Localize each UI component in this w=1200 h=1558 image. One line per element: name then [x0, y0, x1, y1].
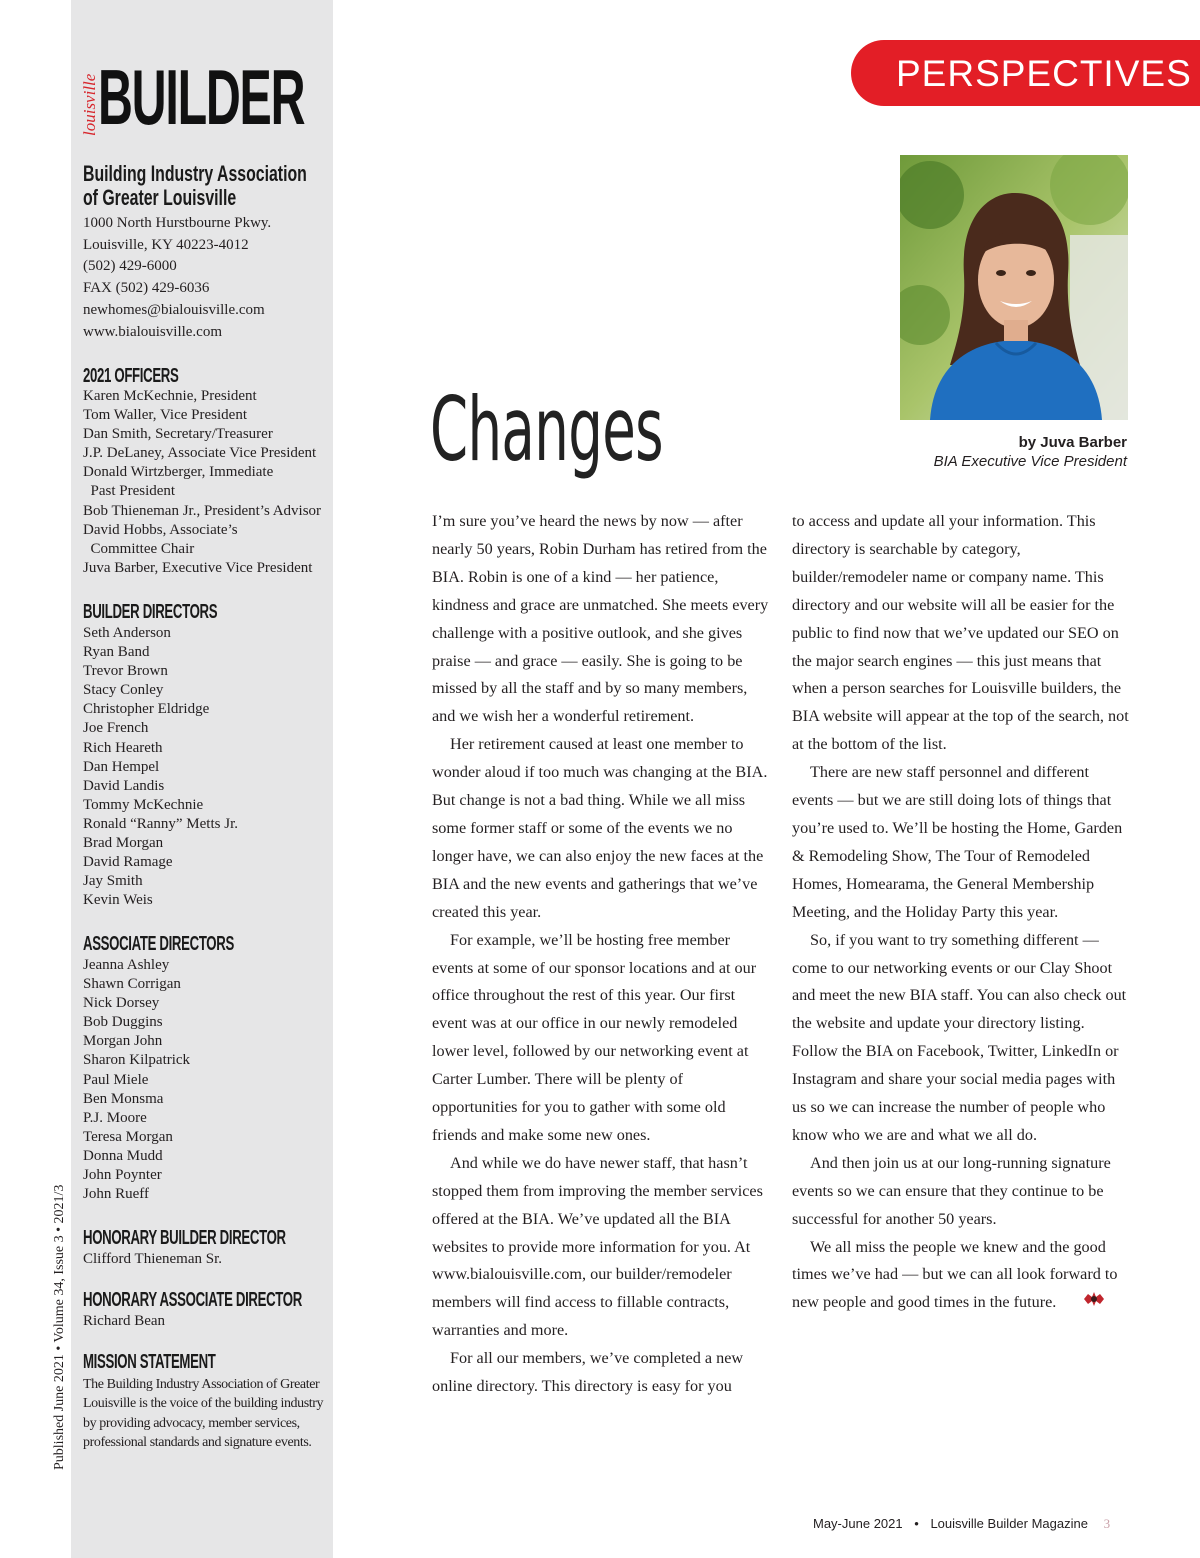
list-item: Donald Wirtzberger, Immediate	[83, 464, 274, 481]
list-item: Bob Duggins	[83, 1014, 163, 1031]
list-item: Paul Miele	[83, 1071, 149, 1088]
list-item: David Landis	[83, 777, 165, 794]
list-item: Trevor Brown	[83, 663, 168, 680]
author-portrait-image	[900, 155, 1128, 420]
organization-address	[83, 213, 271, 343]
officers-list	[83, 387, 328, 578]
paragraph: Her retirement caused at least one member to wonder aloud if too much was changing at the BIA. But change is not a bad thing. While we all miss some former staff or some of the events we no longer have, we can also enjoy the new faces at the BIA and the new events and gatherings that we’ve created this year.	[432, 735, 768, 921]
paragraph: For example, we’ll be hosting free member events at some of our sponsor locations and at our office throughout the rest of this year. Our first event was at our office in our newly remodeled lower level, followed by our networking event at Carter Lumber. There will be plenty of opportunities for you to gather with some old friends and make some new ones.	[432, 930, 757, 1144]
email-link[interactable]: newhomes@bialouisville.com	[83, 301, 265, 318]
associate-directors-heading: ASSOCIATE DIRECTORS	[83, 933, 234, 955]
paragraph: So, if you want to try something different — come to our networking events or our Clay Shoot and meet the new BIA staff. You can also check out the website and update your directory listing. Follow the BIA on Facebook, Twitter, LinkedIn or Instagram and share your social media pages with us so we can increase the number of people who know who we are and what we all do.	[792, 930, 1127, 1144]
address-street: 1000 North Hurstbourne Pkwy.	[83, 215, 272, 231]
section-tab-label: PERSPECTIVES	[896, 53, 1192, 94]
list-item: P.J. Moore	[83, 1109, 147, 1126]
list-item: Past President	[83, 483, 176, 500]
page-number: 3	[1103, 1516, 1111, 1531]
associate-directors-list	[83, 956, 328, 1204]
list-item: Joe French	[83, 720, 149, 737]
honorary-associate-name: Richard Bean	[83, 1313, 166, 1329]
list-item: Teresa Morgan	[83, 1128, 173, 1145]
list-item: Ben Monsma	[83, 1090, 164, 1107]
paragraph: And while we do have newer staff, that hasn’t stopped them from improving the member services offered at the BIA. We’ve updated all the BIA websites to provide more information for you. At www.bialouisville.com, our builder/remodeler members will find access to fillable contracts, warranties and more.	[432, 1153, 763, 1340]
list-item: Committee Chair	[83, 540, 195, 557]
paragraph: For all our members, we’ve completed a new online directory. This directory is easy for you	[432, 1349, 744, 1396]
publication-note: Published June 2021 • Volume 34, Issue 3 • 2021/3	[52, 1184, 67, 1470]
organization-name: Building Industry Association of Greater Louisville	[83, 161, 307, 210]
page-footer	[813, 1516, 1110, 1532]
list-item: David Hobbs, Associate’s	[83, 521, 238, 538]
address-city: Louisville, KY 40223-4012	[83, 236, 249, 253]
list-item: John Poynter	[83, 1167, 162, 1184]
article-column-2	[792, 508, 1132, 1318]
honorary-builder-heading: HONORARY BUILDER DIRECTOR	[83, 1227, 286, 1249]
list-item: Karen McKechnie, President	[83, 388, 257, 404]
list-item: Donna Mudd	[83, 1147, 163, 1164]
website-link[interactable]: www.bialouisville.com	[83, 323, 223, 340]
list-item: Ronald “Ranny” Metts Jr.	[83, 815, 238, 832]
phone: (502) 429-6000	[83, 258, 177, 275]
list-item: Dan Hempel	[83, 758, 160, 775]
list-item: Christopher Eldridge	[83, 701, 210, 718]
list-item: Jay Smith	[83, 873, 143, 890]
footer-issue: May-June 2021	[813, 1516, 903, 1531]
list-item: Brad Morgan	[83, 835, 164, 852]
paragraph: I’m sure you’ve heard the news by now — after nearly 50 years, Robin Durham has retired from the BIA. Robin is one of a kind — her patience, kindness and grace are unmatched. She meets every challenge with a positive outlook, and she gives praise — and grace — easily. She is going to be missed by all the staff and by so many members, and we wish her a wonderful retirement.	[432, 512, 769, 726]
list-item: Dan Smith, Secretary/Treasurer	[83, 426, 273, 443]
list-item: Shawn Corrigan	[83, 976, 181, 993]
list-item: Rich Heareth	[83, 739, 163, 756]
list-item: Sharon Kilpatrick	[83, 1052, 191, 1069]
article-title: Changes	[430, 378, 663, 481]
honorary-builder-name: Clifford Thieneman Sr.	[83, 1251, 223, 1267]
list-item: Stacy Conley	[83, 682, 164, 699]
list-item: J.P. DeLaney, Associate Vice President	[83, 445, 317, 462]
logo-louisville: louisville	[80, 73, 99, 136]
list-item: Seth Anderson	[83, 625, 171, 641]
list-item: Juva Barber, Executive Vice President	[83, 559, 313, 576]
builder-directors-heading: BUILDER DIRECTORS	[83, 601, 218, 623]
mission-heading: MISSION STATEMENT	[83, 1351, 216, 1373]
list-item: Tom Waller, Vice President	[83, 407, 247, 424]
list-item: John Rueff	[83, 1186, 149, 1203]
list-item: Bob Thieneman Jr., President’s Advisor	[83, 502, 322, 519]
paragraph: to access and update all your information. This directory is searchable by category, builder/remodeler name or company name. This directory and our website will all be easier for the public to find now that we’ve updated our SEO on the major search engines — this just means that when a person searches for Louisville builders, the BIA website will appear at the top of the search, not at the bottom of the list.	[792, 512, 1129, 754]
article-column-1	[432, 508, 772, 1401]
mission-text: The Building Industry Association of Greater Louisville is the voice of the building industry by providing advocacy, member services, professional standards and signature events.	[83, 1377, 324, 1451]
paragraph: And then join us at our long-running signature events so we can ensure that they continue to be successful for another 50 years.	[792, 1153, 1111, 1228]
list-item: Nick Dorsey	[83, 995, 160, 1012]
byline-author: by Juva Barber	[1018, 434, 1127, 451]
list-item: Morgan John	[83, 1033, 163, 1050]
list-item: David Ramage	[83, 854, 173, 871]
officers-heading: 2021 OFFICERS	[83, 365, 179, 387]
paragraph-last: We all miss the people we knew and the good times we’ve had — but we can all look forward to new people and good times in the future.	[792, 1234, 1132, 1318]
logo-builder: BUILDER	[98, 53, 305, 141]
list-item: Tommy McKechnie	[83, 796, 204, 813]
author-photo	[900, 155, 1128, 420]
fax: FAX (502) 429-6036	[83, 280, 210, 297]
list-item: Jeanna Ashley	[83, 957, 170, 973]
byline	[934, 433, 1127, 471]
honorary-associate-heading: HONORARY ASSOCIATE DIRECTOR	[83, 1289, 302, 1311]
paragraph: There are new staff personnel and different events — but we are still doing lots of things that you’re used to. We’ll be hosting the Home, Garden & Remodeling Show, The Tour of Remodeled Homes, Homearama, the General Membership Meeting, and the Holiday Party this year.	[792, 763, 1123, 921]
list-item: Kevin Weis	[83, 892, 153, 909]
builder-directors-list	[83, 624, 328, 910]
end-mark-icon	[1064, 1290, 1106, 1318]
list-item: Ryan Band	[83, 644, 150, 661]
byline-role: BIA Executive Vice President	[933, 453, 1127, 470]
footer-magazine: Louisville Builder Magazine	[930, 1516, 1088, 1531]
footer-bullet: •	[914, 1516, 919, 1531]
